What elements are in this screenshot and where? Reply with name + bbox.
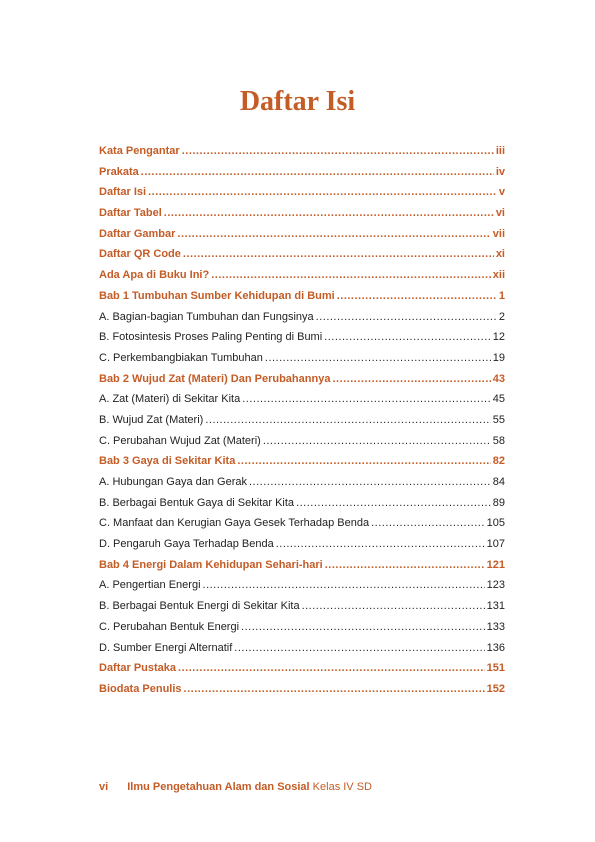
toc-label: Daftar Pustaka — [99, 662, 177, 675]
toc-page: 12 — [492, 331, 505, 344]
toc-row[interactable] — [99, 248, 505, 269]
toc-row[interactable] — [99, 435, 505, 456]
toc-page: 19 — [492, 351, 505, 364]
toc-row[interactable] — [99, 683, 505, 704]
toc-label: Prakata — [99, 165, 139, 178]
toc-row[interactable] — [99, 373, 505, 394]
toc-row[interactable] — [99, 207, 505, 228]
toc-page: 1 — [498, 289, 505, 302]
toc-row[interactable] — [99, 579, 505, 600]
toc-page: 82 — [492, 455, 505, 468]
toc-label: D. Sumber Energi Alternatif — [99, 641, 233, 654]
toc-row[interactable] — [99, 621, 505, 642]
toc-row[interactable] — [99, 642, 505, 663]
toc-leader — [249, 476, 491, 488]
toc-page: 84 — [492, 476, 505, 488]
toc-page: 131 — [486, 600, 505, 613]
toc-leader — [296, 497, 491, 509]
toc-leader — [265, 352, 491, 364]
toc-leader — [182, 145, 494, 157]
toc-leader — [324, 331, 491, 343]
toc-label: Bab 4 Energi Dalam Kehidupan Sehari-hari — [99, 558, 323, 571]
toc-label: Bab 1 Tumbuhan Sumber Kehidupan di Bumi — [99, 289, 335, 302]
toc-page: 136 — [486, 641, 505, 654]
toc-label: Bab 2 Wujud Zat (Materi) Dan Perubahannya — [99, 372, 331, 385]
toc-label: B. Wujud Zat (Materi) — [99, 413, 204, 426]
toc-label: B. Fotosintesis Proses Paling Penting di Bumi — [99, 331, 323, 344]
footer-page-number: vi — [99, 781, 109, 793]
toc-label: Kata Pengantar — [99, 145, 180, 157]
toc-row[interactable] — [99, 559, 505, 580]
toc-row[interactable] — [99, 497, 505, 518]
toc-row[interactable] — [99, 145, 505, 166]
toc-leader — [184, 683, 485, 695]
toc-label: Daftar Isi — [99, 186, 147, 199]
toc-label: Daftar Gambar — [99, 227, 176, 240]
toc-label: Biodata Penulis — [99, 682, 182, 695]
toc-page: iv — [495, 165, 505, 178]
toc-row[interactable] — [99, 331, 505, 352]
toc-leader — [276, 538, 485, 550]
toc-leader — [178, 662, 485, 674]
toc-leader — [241, 621, 485, 633]
toc-page: iii — [495, 145, 505, 157]
toc-label: Daftar Tabel — [99, 207, 162, 220]
toc-row[interactable] — [99, 538, 505, 559]
toc-row[interactable] — [99, 352, 505, 373]
toc-page: 152 — [486, 682, 505, 695]
toc-page: xii — [492, 269, 505, 282]
toc-label: C. Manfaat dan Kerugian Gaya Gesek Terhadap Benda — [99, 517, 370, 530]
toc-page: 105 — [486, 517, 505, 530]
toc-page: 121 — [486, 558, 505, 571]
toc-row[interactable] — [99, 166, 505, 187]
toc-page: v — [498, 186, 505, 199]
toc-label: B. Berbagai Bentuk Gaya di Sekitar Kita — [99, 496, 295, 509]
toc-leader — [325, 559, 485, 571]
toc-leader — [141, 166, 494, 178]
toc-page: 2 — [498, 310, 505, 323]
footer-grade: Kelas IV SD — [312, 781, 372, 793]
toc-leader — [302, 600, 485, 612]
toc-leader — [164, 207, 494, 219]
toc-page: 43 — [492, 372, 505, 385]
toc-leader — [332, 373, 490, 385]
toc-label: C. Perubahan Bentuk Energi — [99, 620, 240, 633]
toc-page: vi — [495, 207, 505, 220]
toc-row[interactable] — [99, 600, 505, 621]
toc-label: A. Bagian-bagian Tumbuhan dan Fungsinya — [99, 310, 314, 323]
toc-row[interactable] — [99, 476, 505, 497]
toc-row[interactable] — [99, 228, 505, 249]
footer-book-title: Ilmu Pengetahuan Alam dan Sosial — [127, 781, 310, 793]
toc-row[interactable] — [99, 455, 505, 476]
toc-leader — [183, 248, 494, 260]
toc-leader — [177, 228, 490, 240]
toc-page: 45 — [492, 393, 505, 406]
toc-label: Bab 3 Gaya di Sekitar Kita — [99, 455, 236, 468]
toc-label: A. Hubungan Gaya dan Gerak — [99, 476, 247, 488]
toc-leader — [211, 269, 491, 281]
toc-leader — [371, 517, 485, 529]
toc-leader — [237, 455, 490, 467]
toc-leader — [337, 290, 497, 302]
toc-page: 123 — [486, 579, 505, 592]
toc-leader — [316, 311, 497, 323]
toc-page: 89 — [492, 496, 505, 509]
toc-leader — [242, 393, 491, 405]
toc-row[interactable] — [99, 393, 505, 414]
toc-label: A. Zat (Materi) di Sekitar Kita — [99, 393, 241, 406]
toc-row[interactable] — [99, 517, 505, 538]
table-of-contents — [99, 145, 505, 704]
toc-leader — [263, 435, 491, 447]
toc-page: 133 — [486, 620, 505, 633]
toc-row[interactable] — [99, 186, 505, 207]
page-footer — [99, 781, 372, 793]
toc-label: C. Perubahan Wujud Zat (Materi) — [99, 434, 261, 447]
toc-page: 151 — [486, 662, 505, 675]
toc-row[interactable] — [99, 290, 505, 311]
toc-page: xi — [495, 248, 505, 261]
page-title: Daftar Isi — [239, 86, 356, 117]
toc-row[interactable] — [99, 662, 505, 683]
toc-page: vii — [492, 227, 505, 240]
toc-page: 55 — [492, 413, 505, 426]
toc-label: A. Pengertian Energi — [99, 579, 201, 592]
toc-row[interactable] — [99, 311, 505, 332]
toc-leader — [203, 579, 485, 591]
toc-page: 58 — [492, 434, 505, 447]
toc-row[interactable] — [99, 414, 505, 435]
toc-label: Ada Apa di Buku Ini? — [99, 269, 210, 282]
toc-leader — [148, 186, 497, 198]
toc-label: C. Perkembangbiakan Tumbuhan — [99, 351, 263, 364]
toc-leader — [205, 414, 490, 426]
toc-row[interactable] — [99, 269, 505, 290]
toc-label: Daftar QR Code — [99, 248, 181, 261]
toc-page: 107 — [486, 538, 505, 551]
toc-leader — [234, 642, 484, 654]
toc-label: D. Pengaruh Gaya Terhadap Benda — [99, 538, 274, 551]
toc-label: B. Berbagai Bentuk Energi di Sekitar Kita — [99, 600, 300, 613]
